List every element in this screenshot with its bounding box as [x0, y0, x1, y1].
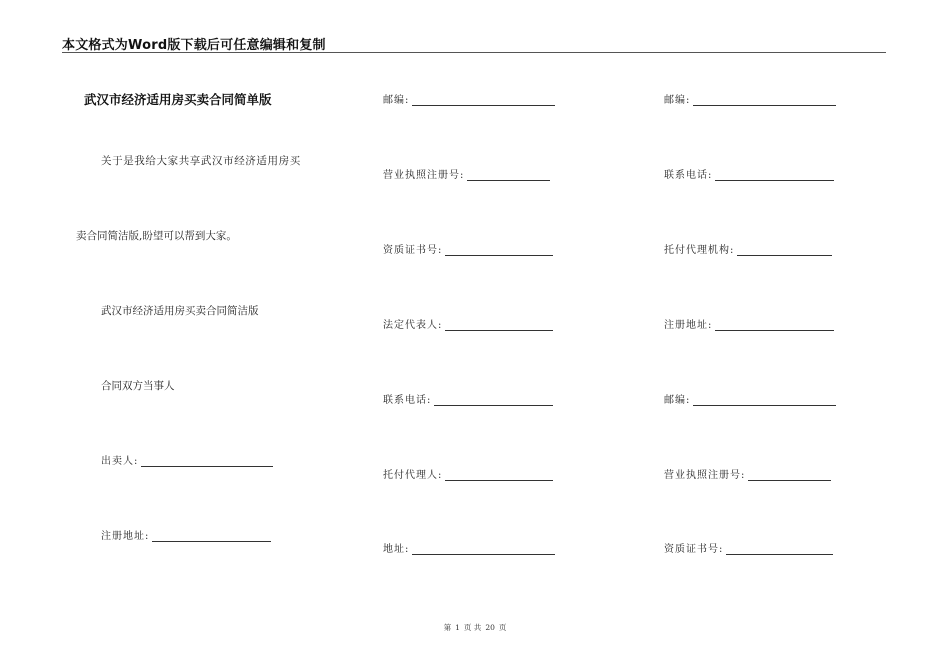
page-header: [62, 34, 886, 53]
footer-page-number: 1: [455, 623, 460, 632]
seller-reg-address-label: 注册地址:: [101, 531, 150, 542]
document-title: 武汉市经济适用房买卖合同简单版: [84, 92, 272, 107]
col3-phone-field: [664, 167, 834, 181]
col2-legal-rep-label: 法定代表人:: [383, 320, 443, 331]
col3-postcode2-field: [664, 392, 836, 406]
page-footer: [0, 622, 886, 633]
col3-reg-address-field: [664, 317, 834, 331]
col3-biz-license-field: [664, 467, 831, 481]
col2-phone-label: 联系电话:: [383, 395, 432, 406]
header-text: 本文格式为Word版下载后可任意编辑和复制: [62, 38, 326, 53]
col2-legal-rep-field: [383, 317, 553, 331]
col3-postcode-label: 邮编:: [664, 95, 691, 106]
seller-reg-address-field: [101, 528, 271, 542]
col2-agent-label: 托付代理人:: [383, 470, 443, 481]
footer-prefix: 第: [443, 623, 452, 632]
col3-reg-address-label: 注册地址:: [664, 320, 713, 331]
seller-reg-address-blank[interactable]: [152, 530, 271, 542]
col2-phone-blank[interactable]: [434, 394, 553, 406]
col3-postcode2-blank[interactable]: [693, 394, 836, 406]
col2-address-blank[interactable]: [412, 543, 555, 555]
col2-biz-license-blank[interactable]: [467, 169, 550, 181]
col2-postcode-blank[interactable]: [412, 94, 555, 106]
col2-qualification-label: 资质证书号:: [383, 245, 443, 256]
col2-postcode-field: [383, 92, 555, 106]
footer-suffix: 页: [498, 623, 507, 632]
col2-legal-rep-blank[interactable]: [445, 319, 553, 331]
col2-biz-license-field: [383, 167, 550, 181]
col3-biz-license-blank[interactable]: [748, 469, 831, 481]
col2-address-label: 地址:: [383, 544, 410, 555]
col2-address-field: [383, 541, 555, 555]
seller-field: [101, 453, 273, 467]
col2-qualification-blank[interactable]: [445, 244, 553, 256]
col3-phone-blank[interactable]: [715, 169, 834, 181]
seller-label: 出卖人:: [101, 456, 139, 467]
parties-heading: 合同双方当事人: [101, 380, 175, 392]
col3-reg-address-blank[interactable]: [715, 319, 834, 331]
footer-total-pages: 20: [485, 623, 495, 632]
col3-agency-blank[interactable]: [737, 244, 832, 256]
intro-line-1: 关于是我给大家共享武汉市经济适用房买: [101, 155, 301, 167]
col2-qualification-field: [383, 242, 553, 256]
col3-phone-label: 联系电话:: [664, 170, 713, 181]
intro-line-2: 卖合同简洁版,盼望可以帮到大家。: [76, 230, 237, 242]
col3-agency-field: [664, 242, 832, 256]
col2-biz-license-label: 营业执照注册号:: [383, 170, 465, 181]
col3-postcode2-label: 邮编:: [664, 395, 691, 406]
seller-blank[interactable]: [141, 455, 273, 467]
contract-subtitle: 武汉市经济适用房买卖合同简洁版: [101, 305, 259, 317]
footer-mid: 页 共: [463, 623, 482, 632]
col3-qualification-field: [664, 541, 833, 555]
col3-agency-label: 托付代理机构:: [664, 245, 735, 256]
col3-qualification-blank[interactable]: [726, 543, 833, 555]
col3-postcode-field: [664, 92, 836, 106]
col2-phone-field: [383, 392, 553, 406]
col3-postcode-blank[interactable]: [693, 94, 836, 106]
col2-agent-blank[interactable]: [445, 469, 553, 481]
col3-qualification-label: 资质证书号:: [664, 544, 724, 555]
col3-biz-license-label: 营业执照注册号:: [664, 470, 746, 481]
col2-agent-field: [383, 467, 553, 481]
col2-postcode-label: 邮编:: [383, 95, 410, 106]
